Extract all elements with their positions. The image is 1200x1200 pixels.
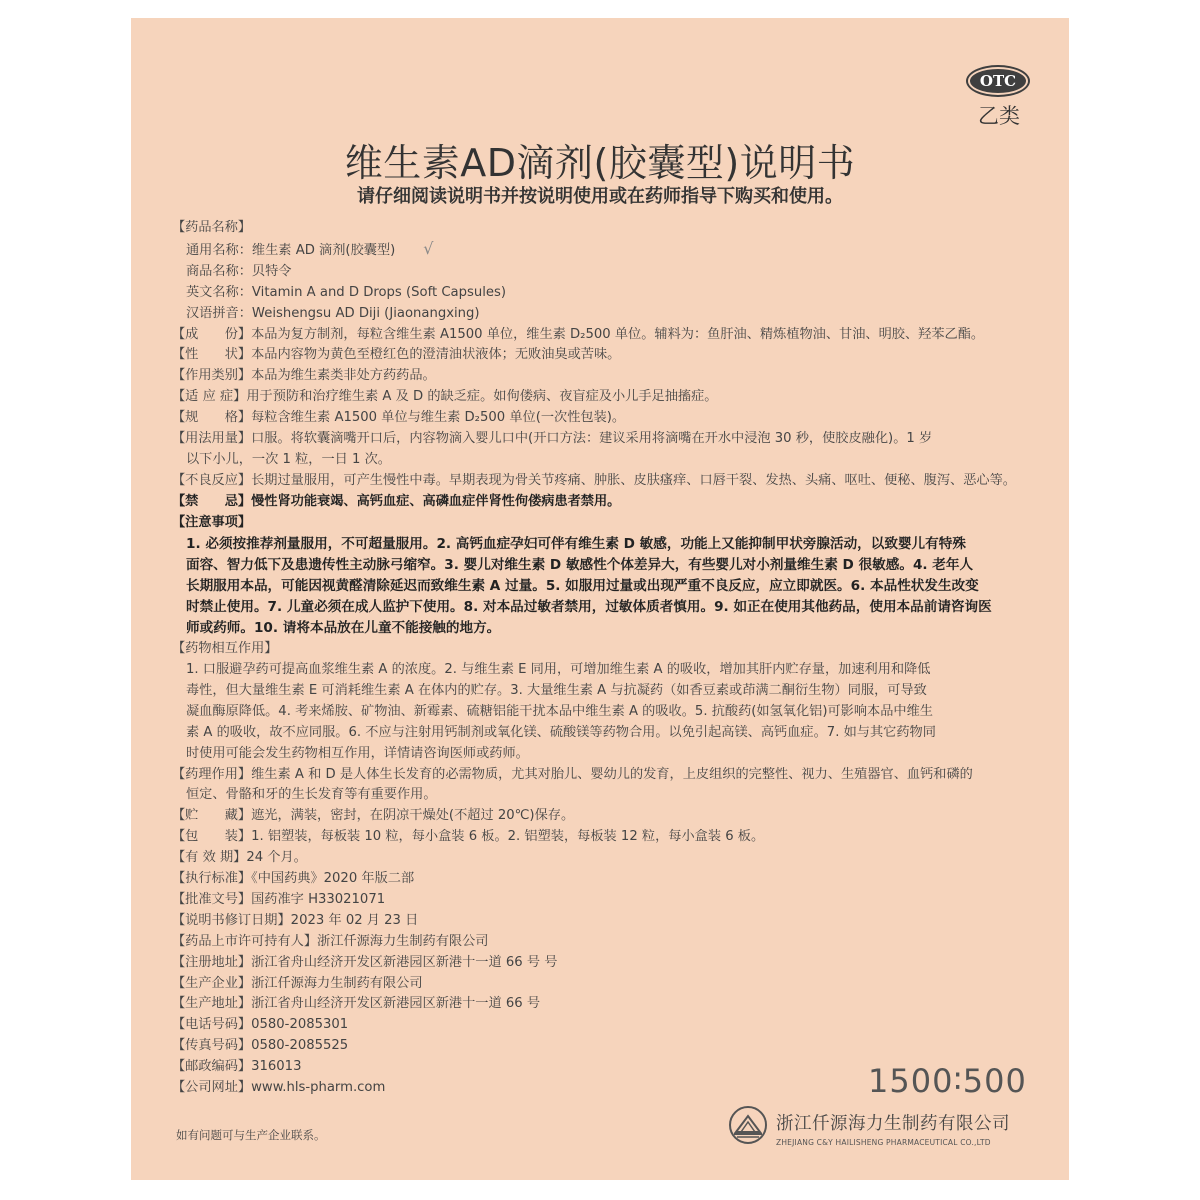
approval-section: 【批准文号】国药准字 H33021071	[172, 891, 386, 907]
category-section: 【作用类别】本品为维生素类非处方药药品。	[172, 368, 436, 384]
contraindications-section: 【禁 忌】慢性肾功能衰竭、高钙血症、高磷血症伴肾性佝偻病患者禁用。	[172, 493, 621, 509]
interactions-line: 1. 口服避孕药可提高血浆维生素 A 的浓度。2. 与维生素 E 同用，可增加维生素 A 的吸收，增加其肝内贮存量，加速利用和降低	[186, 661, 931, 677]
otc-class-label: 乙类	[978, 104, 1020, 128]
contact-note: 如有问题可与生产企业联系。	[176, 1128, 326, 1142]
precautions-line: 长期服用本品，可能因视黄醛清除延迟而致维生素 A 过量。5. 如服用过量或出现严重不良反应，应立即就医。6. 本品性状发生改变	[186, 577, 979, 594]
company-logo-icon	[728, 1105, 768, 1145]
interactions-line: 凝血酶原降低。4. 考来烯胺、矿物油、新霉素、硫糖铝能干扰本品中维生素 A 的吸收。5. 抗酸药(如氢氧化铝)可影响本品中维生	[186, 703, 933, 719]
manufacturer-section: 【生产企业】浙江仟源海力生制药有限公司	[172, 975, 423, 991]
package-section: 【包 装】1. 铝塑装，每板装 10 粒，每小盒装 6 板。2. 铝塑装，每板装 12 粒，每小盒装 6 板。	[172, 829, 765, 845]
storage-section: 【贮 藏】遮光，满装，密封，在阴凉干燥处(不超过 20℃)保存。	[172, 808, 575, 824]
indications-section: 【适 应 症】用于预防和治疗维生素 A 及 D 的缺乏症。如佝偻病、夜盲症及小儿手足抽搐症。	[172, 389, 718, 405]
usage-line-2: 以下小儿，一次 1 粒，一日 1 次。	[186, 451, 391, 467]
registered-address-section: 【注册地址】浙江省舟山经济开发区新港园区新港十一道 66 号 号	[172, 954, 558, 970]
interactions-line: 素 A 的吸收，故不应同服。6. 不应与注射用钙制剂或氧化镁、硫酸镁等药物合用。以免引起高镁、高钙血症。7. 如与其它药物同	[186, 724, 936, 740]
interactions-heading: 【药物相互作用】	[172, 641, 278, 657]
company-name-cn: 浙江仟源海力生制药有限公司	[776, 1114, 1010, 1134]
phone-section: 【电话号码】0580-2085301	[172, 1017, 349, 1033]
english-name: 英文名称：Vitamin A and D Drops (Soft Capsules)	[186, 284, 507, 300]
standard-section: 【执行标准】《中国药典》2020 年版二部	[172, 871, 415, 887]
company-name-en: ZHEJIANG C&Y HAILISHENG PHARMACEUTICAL CO.,LTD	[776, 1138, 991, 1147]
composition-section: 【成 份】本品为复方制剂，每粒含维生素 A1500 单位，维生素 D₂500 单位。辅料为：鱼肝油、精炼植物油、甘油、明胶、羟苯乙酯。	[172, 326, 985, 342]
properties-section: 【性 状】本品内容物为黄色至橙红色的澄清油状液体；无败油臭或苦味。	[172, 347, 621, 363]
interactions-line: 毒性，但大量维生素 E 可消耗维生素 A 在体内的贮存。3. 大量维生素 A 与抗凝药（如香豆素或茚满二酮衍生物）同服，可导致	[186, 682, 927, 698]
drug-name-heading: 【药品名称】	[172, 220, 252, 235]
otc-badge: OTC	[968, 67, 1028, 95]
usage-line-1: 【用法用量】口服。将软囊滴嘴开口后，内容物滴入婴儿口中(开口方法：建议采用将滴嘴在开水中浸泡 30 秒，使胶皮融化)。1 岁	[172, 431, 933, 447]
leaflet-body	[172, 218, 1032, 1099]
interactions-line: 时使用可能会发生药物相互作用，详情请咨询医师或药师。	[186, 745, 529, 761]
website-section: 【公司网址】www.hls-pharm.com	[172, 1080, 386, 1096]
document-subtitle: 请仔细阅读说明书并按说明使用或在药师指导下购买和使用。	[357, 186, 843, 207]
pharmacology-line-1: 【药理作用】维生素 A 和 D 是人体生长发育的必需物质，尤其对胎儿、婴幼儿的发育，上皮组织的完整性、视力、生殖器官、血钙和磷的	[172, 766, 973, 782]
adverse-reactions-section: 【不良反应】长期过量服用，可产生慢性中毒。早期表现为骨关节疼痛、肿胀、皮肤瘙痒、口唇干裂、发热、头痛、呕吐、便秘、腹泻、恶心等。	[172, 472, 1016, 488]
production-address-section: 【生产地址】浙江省舟山经济开发区新港园区新港十一道 66 号	[172, 996, 541, 1012]
generic-name: 通用名称：维生素 AD 滴剂(胶囊型) √	[186, 238, 434, 258]
fax-section: 【传真号码】0580-2085525	[172, 1038, 349, 1054]
brand-name: 商品名称：贝特令	[186, 263, 292, 279]
validity-section: 【有 效 期】24 个月。	[172, 850, 307, 866]
pinyin-name: 汉语拼音：Weishengsu AD Diji (Jiaonangxing)	[186, 305, 480, 321]
precautions-line: 师或药师。10. 请将本品放在儿童不能接触的地方。	[186, 619, 501, 636]
postcode-section: 【邮政编码】316013	[172, 1059, 302, 1075]
precautions-line: 时禁止使用。7. 儿童必须在成人监护下使用。8. 对本品过敏者禁用，过敏体质者慎用。9. 如正在使用其他药品，使用本品前请咨询医	[186, 598, 992, 615]
precautions-line: 1. 必须按推荐剂量服用，不可超量服用。2. 高钙血症孕妇可伴有维生素 D 敏感，功能上又能抑制甲状旁腺活动，以致婴儿有特殊	[186, 535, 966, 552]
pharmacology-line-2: 恒定、骨骼和牙的生长发育等有重要作用。	[186, 787, 437, 803]
document-title: 维生素AD滴剂(胶囊型)说明书	[344, 141, 856, 185]
revision-date-section: 【说明书修订日期】2023 年 02 月 23 日	[172, 912, 419, 928]
specification-section: 【规 格】每粒含维生素 A1500 单位与维生素 D₂500 单位(一次性包装)。	[172, 410, 626, 426]
mah-section: 【药品上市许可持有人】浙江仟源海力生制药有限公司	[172, 933, 489, 949]
dosage-ratio: 1500∶500	[868, 1062, 1027, 1100]
precautions-heading: 【注意事项】	[172, 514, 252, 530]
precautions-line: 面容、智力低下及患遗传性主动脉弓缩窄。3. 婴儿对维生素 D 敏感性个体差异大，有些婴儿对小剂量维生素 D 很敏感。4. 老年人	[186, 556, 974, 573]
check-mark-icon: √	[423, 238, 434, 258]
